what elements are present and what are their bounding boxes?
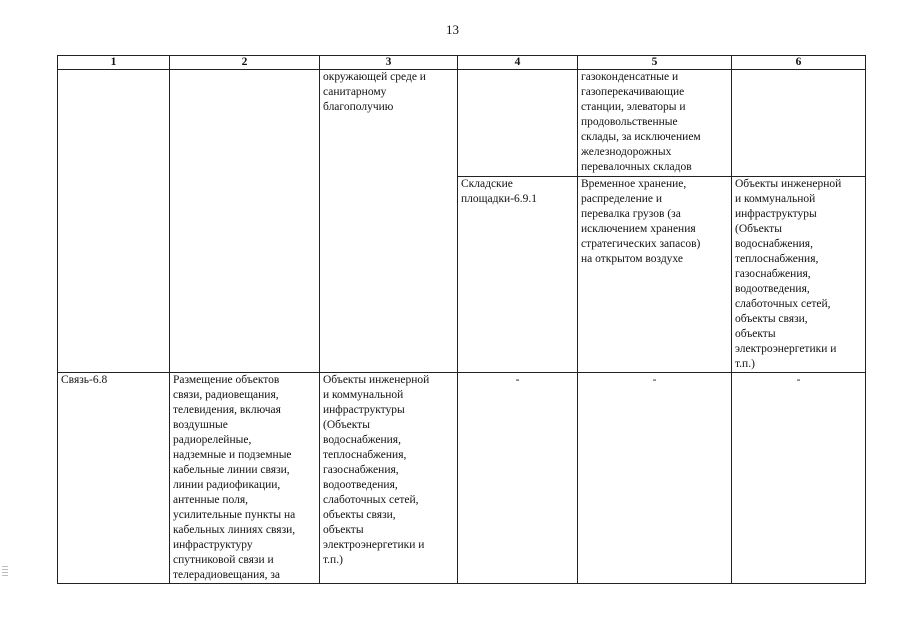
table-cell: - (578, 373, 732, 584)
table-cell: Объекты инженерной и коммунальной инфраструктуры (Объекты водоснабжения, теплоснабжения, газоснабжения, водоотведения, слаботочных сетей, объекты связи, объекты электроэнергетики и т.п.) (732, 177, 866, 373)
table-cell: Объекты инженерной и коммунальной инфраструктуры (Объекты водоснабжения, теплоснабжения, газоснабжения, водоотведения, слаботочных сетей, объекты связи, объекты электроэнергетики и т.п.) (320, 373, 458, 584)
table-cell (458, 70, 578, 177)
column-header-1: 1 (58, 56, 170, 70)
table-cell: Складские площадки-6.9.1 (458, 177, 578, 373)
table-row (58, 70, 866, 177)
table-cell: - (732, 373, 866, 584)
table-cell: Временное хранение, распределение и перевалка грузов (за исключением хранения стратегических запасов) на открытом воздухе (578, 177, 732, 373)
table-cell (732, 70, 866, 177)
table-cell: окружающей среде и санитарному благополучию (320, 70, 458, 373)
table-header-row (58, 56, 866, 70)
table-cell: Размещение объектов связи, радиовещания, телевидения, включая воздушные радиорелейные, надземные и подземные кабельные линии связи, линии радиофикации, антенные поля, усилительные пункты на кабельных линиях связи, инфраструктуру спутниковой связи и телерадиовещания, за (170, 373, 320, 584)
column-header-3: 3 (320, 56, 458, 70)
column-header-2: 2 (170, 56, 320, 70)
column-header-5: 5 (578, 56, 732, 70)
page-number: 13 (446, 22, 459, 37)
column-header-4: 4 (458, 56, 578, 70)
column-header-6: 6 (732, 56, 866, 70)
table-cell (170, 70, 320, 373)
table-cell: газоконденсатные и газоперекачивающие станции, элеваторы и продовольственные склады, за исключением железнодорожных перевалочных складов (578, 70, 732, 177)
land-use-table (57, 55, 866, 584)
table-cell: - (458, 373, 578, 584)
table-cell: Связь-6.8 (58, 373, 170, 584)
table-row (58, 373, 866, 584)
scan-artifact (2, 566, 8, 578)
table-cell (58, 70, 170, 373)
